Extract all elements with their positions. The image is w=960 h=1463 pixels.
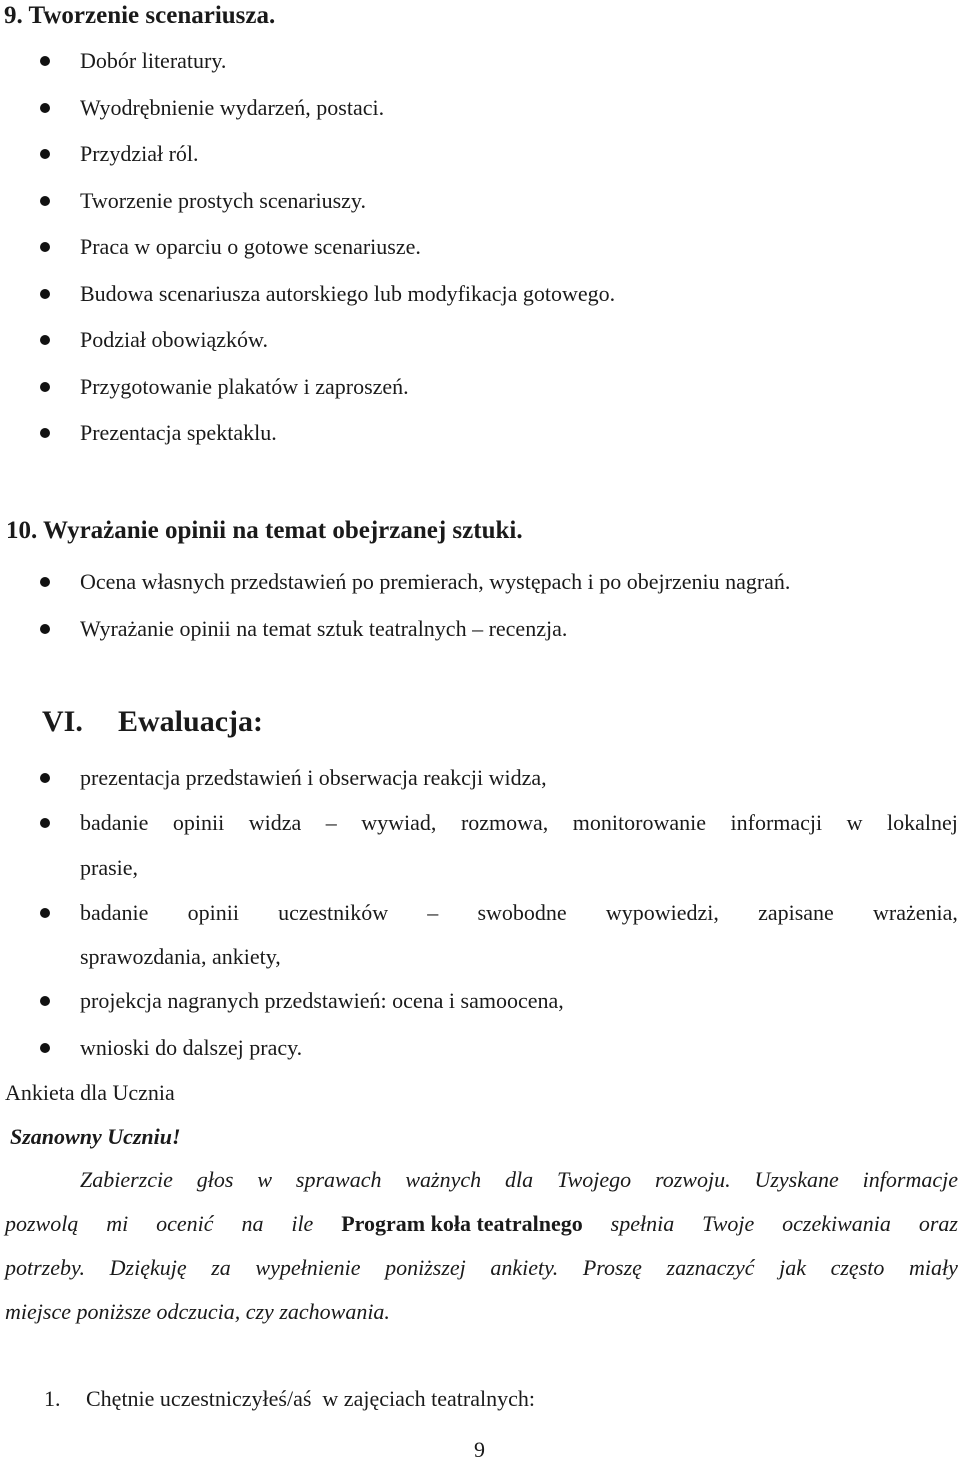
bullet-icon <box>40 382 50 392</box>
word: monitorowanie <box>572 810 706 835</box>
list-item: Praca w oparciu o gotowe scenariusze. <box>80 234 421 259</box>
word: jak <box>779 1255 806 1280</box>
word: wypełnienie <box>255 1255 361 1280</box>
word: mi <box>106 1211 129 1236</box>
word: wywiad, <box>361 810 437 835</box>
word: dla <box>504 1167 534 1192</box>
bullet-icon <box>40 818 50 828</box>
word: zaznaczyć <box>666 1255 755 1280</box>
word: wrażenia, <box>873 900 958 925</box>
bullet-icon <box>40 103 50 113</box>
list-item: Ocena własnych przedstawień po premierach, występach i po obejrzeniu nagrań. <box>80 569 791 594</box>
list-item <box>80 810 958 836</box>
list-item-continuation: sprawozdania, ankiety, <box>80 944 281 969</box>
word: rozwoju. <box>655 1167 731 1192</box>
word: spełnia <box>610 1211 675 1236</box>
word: w <box>257 1167 273 1192</box>
question-number: 1. <box>44 1386 61 1411</box>
section-10-heading: Wyrażanie opinii na temat obejrzanej sztuki. <box>43 517 523 544</box>
word: wypowiedzi, <box>605 900 719 925</box>
word: swobodne <box>477 900 567 925</box>
bullet-icon <box>40 242 50 252</box>
word: informacje <box>862 1167 958 1192</box>
word: Proszę <box>582 1255 642 1280</box>
bullet-icon <box>40 577 50 587</box>
word: głos <box>196 1167 234 1192</box>
list-item: prezentacja przedstawień i obserwacja reakcji widza, <box>80 765 547 790</box>
page-number: 9 <box>474 1437 485 1462</box>
section-9-heading: 9. Tworzenie scenariusza. <box>4 2 276 29</box>
word: Zabierzcie <box>80 1167 173 1192</box>
survey-intro-line <box>5 1211 958 1237</box>
word: miały <box>908 1255 958 1280</box>
word: ważnych <box>405 1167 482 1192</box>
bullet-icon <box>40 149 50 159</box>
word: widza <box>248 810 302 835</box>
list-item: projekcja nagranych przedstawień: ocena i samoocena, <box>80 988 564 1013</box>
bullet-icon <box>40 996 50 1006</box>
list-item: Tworzenie prostych scenariuszy. <box>80 188 366 213</box>
survey-intro-line <box>5 1255 958 1281</box>
bullet-icon <box>40 335 50 345</box>
list-item-continuation: prasie, <box>80 855 139 880</box>
section-vi-number: VI. <box>42 705 83 738</box>
word: rozmowa, <box>460 810 549 835</box>
word: w <box>846 810 863 835</box>
section-vi-heading: Ewaluacja: <box>118 705 263 738</box>
word: często <box>830 1255 885 1280</box>
word: badanie <box>80 810 149 835</box>
bullet-icon <box>40 908 50 918</box>
word: pozwolą <box>5 1211 79 1236</box>
word: opinii <box>187 900 239 925</box>
word: ocenić <box>156 1211 214 1236</box>
bullet-icon <box>40 196 50 206</box>
bullet-icon <box>40 1043 50 1053</box>
word: Uzyskane <box>754 1167 839 1192</box>
word: za <box>211 1255 231 1280</box>
word: poniższej <box>385 1255 466 1280</box>
word: ile <box>291 1211 314 1236</box>
word: badanie <box>80 900 149 925</box>
word: opinii <box>172 810 225 835</box>
list-item: Przydział ról. <box>80 141 199 166</box>
section-10-number: 10. <box>6 517 38 544</box>
bullet-icon <box>40 773 50 783</box>
question-text: Chętnie uczestniczyłeś/aś w zajęciach teatralnych: <box>86 1386 535 1411</box>
survey-intro-line <box>80 1167 958 1193</box>
word: potrzeby. <box>5 1255 86 1280</box>
list-item: Wyrażanie opinii na temat sztuk teatralnych – recenzja. <box>80 616 568 641</box>
bullet-icon <box>40 624 50 634</box>
word: ankiety. <box>490 1255 559 1280</box>
word: sprawach <box>295 1167 382 1192</box>
list-item: Prezentacja spektaklu. <box>80 420 277 445</box>
word: oraz <box>918 1211 958 1236</box>
word: – <box>427 900 439 925</box>
word: zapisane <box>758 900 834 925</box>
list-item: Wyodrębnienie wydarzeń, postaci. <box>80 95 385 120</box>
word: na <box>241 1211 264 1236</box>
survey-intro-line: miejsce poniższe odczucia, czy zachowania. <box>5 1299 390 1324</box>
bullet-icon <box>40 428 50 438</box>
list-item: Przygotowanie plakatów i zaproszeń. <box>80 374 409 399</box>
survey-greeting: Szanowny Uczniu! <box>10 1124 181 1149</box>
list-item: Budowa scenariusza autorskiego lub modyfikacja gotowego. <box>80 281 616 306</box>
survey-title: Ankieta dla Ucznia <box>5 1080 175 1105</box>
word: Twojego <box>556 1167 632 1192</box>
word: Dziękuję <box>109 1255 187 1280</box>
word: uczestników <box>278 900 389 925</box>
word: – <box>325 810 337 835</box>
list-item: Dobór literatury. <box>80 48 227 73</box>
program-name: Program koła teatralnego <box>341 1211 583 1236</box>
word: oczekiwania <box>782 1211 891 1236</box>
list-item: wnioski do dalszej pracy. <box>80 1035 303 1060</box>
word: lokalnej <box>887 810 958 835</box>
list-item: Podział obowiązków. <box>80 327 268 352</box>
word: informacji <box>730 810 823 835</box>
word: Twoje <box>702 1211 755 1236</box>
bullet-icon <box>40 289 50 299</box>
bullet-icon <box>40 56 50 66</box>
list-item <box>80 900 958 926</box>
